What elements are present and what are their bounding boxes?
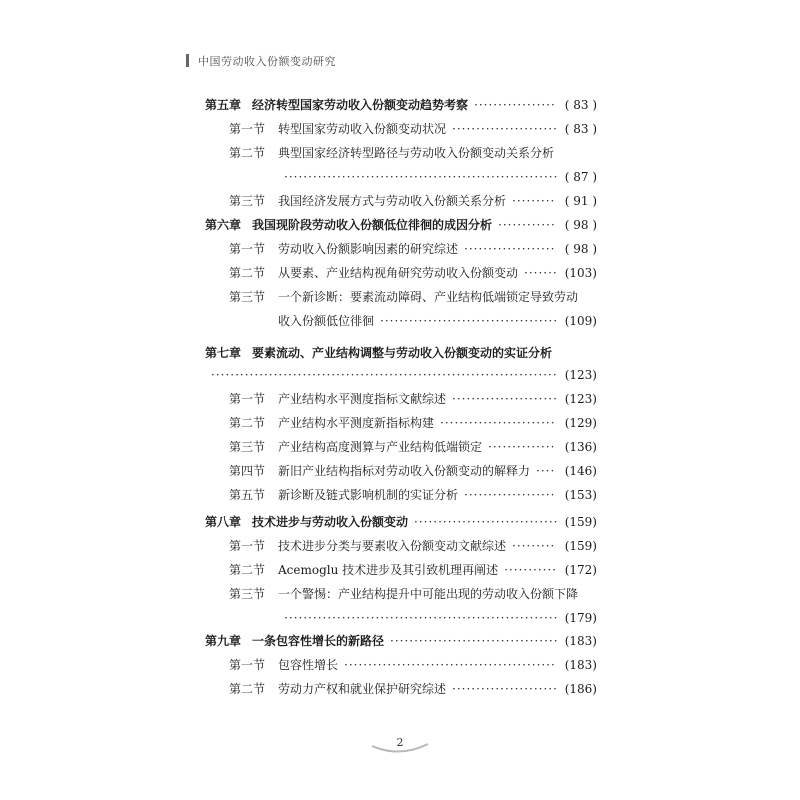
chapter-title (252, 631, 559, 652)
page-ref: (186) (564, 682, 597, 696)
toc-chapter-row (0, 512, 800, 533)
section-label: 第一节 (229, 242, 266, 256)
toc-section-continuation-row (0, 608, 800, 629)
page-ref: (159) (564, 539, 597, 553)
leader-dots: ············ (498, 218, 556, 232)
section-title-text: 劳动收入份额影响因素的研究综述 (278, 242, 459, 256)
section-title (278, 239, 556, 260)
page-ref: ( 98 ) (564, 242, 597, 256)
toc-section-continuation-row (0, 167, 800, 188)
toc-section-row (0, 461, 800, 482)
leader-dots: ············································ (344, 658, 556, 672)
page-ref: (172) (564, 563, 597, 577)
section-label: 第三节 (229, 194, 266, 208)
toc-chapter-row (0, 95, 800, 116)
page-ref: (103) (564, 266, 597, 280)
section-title (278, 560, 557, 581)
page-ref: ( 83 ) (564, 122, 597, 136)
leader-dots: ······················ (452, 682, 558, 696)
chapter-title-continued (205, 365, 558, 386)
section-label: 第三节 (229, 440, 266, 454)
toc-section-row (0, 287, 800, 308)
page-ref: (179) (564, 611, 597, 625)
page-ref: (183) (564, 634, 597, 648)
chapter-label: 第六章 (205, 218, 242, 232)
leader-dots: ······························ (414, 515, 559, 529)
section-title-text: 我国经济发展方式与劳动收入份额关系分析 (278, 194, 507, 208)
section-label: 第三节 (229, 290, 266, 304)
section-label: 第二节 (229, 682, 266, 696)
section-label: 第二节 (229, 563, 266, 577)
toc-chapter-continuation-row (0, 365, 800, 386)
toc-section-row (0, 437, 800, 458)
section-title (278, 536, 555, 557)
toc-section-continuation-row (0, 311, 800, 332)
page-ref: (109) (564, 314, 597, 328)
page-number: 2 (396, 736, 404, 749)
section-title-text: 产业结构水平测度新指标构建 (278, 416, 435, 430)
leader-dots: ························································· (284, 170, 559, 184)
leader-dots: ········· (512, 194, 556, 208)
section-title (278, 485, 556, 506)
leader-dots: ················· (474, 98, 556, 112)
section-label: 第四节 (229, 464, 266, 478)
toc-section-row (0, 119, 800, 140)
leader-dots: ········· (512, 539, 556, 553)
chapter-title (252, 343, 552, 364)
toc-section-row (0, 413, 800, 434)
page-ref: ( 91 ) (564, 194, 597, 208)
leader-dots: ························ (440, 416, 556, 430)
section-title-continued (278, 311, 558, 332)
leader-dots: ···· (536, 464, 556, 478)
section-title-text: 典型国家经济转型路径与劳动收入份额变动关系分析 (278, 146, 555, 160)
section-label: 第三节 (229, 587, 266, 601)
leader-dots: ··········· (504, 563, 558, 577)
section-title (278, 437, 555, 458)
leader-dots: ····································· (380, 314, 559, 328)
section-title (278, 679, 558, 700)
section-title-text: 转型国家劳动收入份额变动状况 (278, 122, 447, 136)
chapter-label: 第七章 (205, 346, 242, 360)
leader-dots: ························································· (284, 611, 559, 625)
page-ref: (183) (564, 658, 597, 672)
page-ref: (146) (564, 464, 597, 478)
section-title (278, 413, 556, 434)
toc-section-row (0, 389, 800, 410)
toc-section-row (0, 143, 800, 164)
section-title-text: 新旧产业结构指标对劳动收入份额变动的解释力 (278, 464, 531, 478)
page-ref: (136) (564, 440, 597, 454)
chapter-title (252, 512, 558, 533)
toc-chapter-row (0, 343, 800, 364)
section-title-text: 从要素、产业结构视角研究劳动收入份额变动 (278, 266, 519, 280)
chapter-label: 第五章 (205, 98, 242, 112)
section-title-text: 收入份额低位徘徊 (278, 314, 375, 328)
section-label: 第一节 (229, 122, 266, 136)
section-title-text: 一个新诊断：要素流动障碍、产业结构低端锁定导致劳动 (278, 290, 579, 304)
section-title-text: 新诊断及链式影响机制的实证分析 (278, 488, 459, 502)
toc-section-row (0, 536, 800, 557)
page-ref: ( 87 ) (564, 170, 597, 184)
section-label: 第二节 (229, 416, 266, 430)
chapter-title-text: 要素流动、产业结构调整与劳动收入份额变动的实证分析 (252, 346, 553, 360)
leader-dots: ··················· (464, 242, 556, 256)
section-label: 第五节 (229, 488, 266, 502)
section-title-continued (278, 167, 558, 188)
chapter-title (252, 215, 556, 236)
section-title (278, 584, 578, 605)
chapter-title-text: 一条包容性增长的新路径 (252, 634, 385, 648)
toc-section-row (0, 560, 800, 581)
section-title-text: 一个警惕：产业结构提升中可能出现的劳动收入份额下降 (278, 587, 579, 601)
section-title-text: 技术进步分类与要素收入份额变动文献综述 (278, 539, 507, 553)
section-title (278, 461, 555, 482)
section-label: 第二节 (229, 146, 266, 160)
section-label: 第二节 (229, 266, 266, 280)
toc-chapter-row (0, 631, 800, 652)
leader-dots: ······················ (452, 122, 558, 136)
page-number-swoosh-decoration (370, 742, 430, 756)
toc-section-row (0, 485, 800, 506)
page-ref: ( 83 ) (564, 98, 597, 112)
page-ref: (123) (564, 368, 597, 382)
section-label: 第一节 (229, 539, 266, 553)
toc-section-row (0, 263, 800, 284)
leader-dots: ··································· (390, 634, 559, 648)
section-title (278, 389, 558, 410)
section-title-text: 包容性增长 (278, 658, 339, 672)
chapter-title (252, 95, 556, 116)
toc-section-row (0, 191, 800, 212)
book-title: 中国劳动收入份额变动研究 (198, 55, 336, 68)
chapter-title-text: 技术进步与劳动收入份额变动 (252, 515, 409, 529)
chapter-label: 第八章 (205, 515, 242, 529)
chapter-title-text: 我国现阶段劳动收入份额低位徘徊的成因分析 (252, 218, 493, 232)
toc-section-row (0, 584, 800, 605)
section-title-text: 产业结构高度测算与产业结构低端锁定 (278, 440, 483, 454)
leader-dots: ········································································ (211, 368, 558, 382)
page-ref: (153) (564, 488, 597, 502)
page-ref: (129) (564, 416, 597, 430)
section-title (278, 263, 558, 284)
section-title (278, 191, 555, 212)
section-title (278, 287, 578, 308)
section-label: 第一节 (229, 658, 266, 672)
section-label: 第一节 (229, 392, 266, 406)
page-ref: (159) (564, 515, 597, 529)
toc-section-row (0, 655, 800, 676)
chapter-label: 第九章 (205, 634, 242, 648)
leader-dots: ·············· (488, 440, 556, 454)
section-title (278, 143, 554, 164)
toc-section-row (0, 679, 800, 700)
leader-dots: ······················ (452, 392, 558, 406)
page-ref: ( 98 ) (564, 218, 597, 232)
leader-dots: ··················· (464, 488, 556, 502)
section-title-text: Acemoglu 技术进步及其引致机理再阐述 (278, 563, 499, 577)
section-title (278, 119, 558, 140)
section-title (278, 655, 556, 676)
toc-section-row (0, 239, 800, 260)
chapter-title-text: 经济转型国家劳动收入份额变动趋势考察 (252, 98, 469, 112)
toc-chapter-row (0, 215, 800, 236)
section-title-text: 产业结构水平测度指标文献综述 (278, 392, 447, 406)
leader-dots: ······· (524, 266, 558, 280)
section-title-continued (278, 608, 558, 629)
section-title-text: 劳动力产权和就业保护研究综述 (278, 682, 447, 696)
page-ref: (123) (564, 392, 597, 406)
